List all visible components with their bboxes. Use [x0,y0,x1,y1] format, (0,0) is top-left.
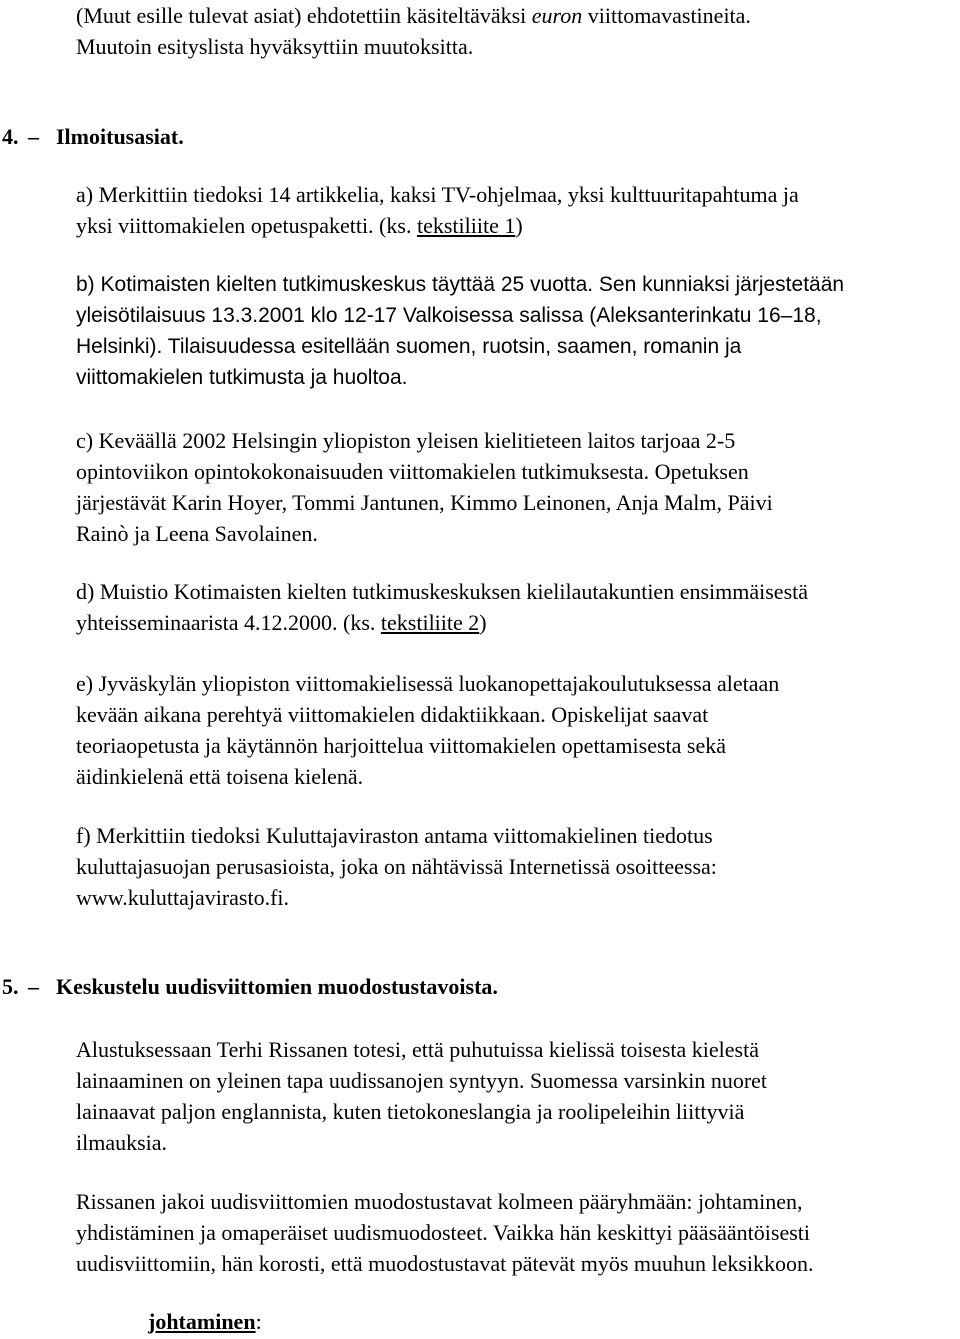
discussion-paragraph-1 [76,1034,956,1158]
item-c-line-3: järjestävät Karin Hoyer, Tommi Jantunen, Kimmo Leinonen, Anja Malm, Päivi [76,490,773,515]
item-a-line-2 [76,210,956,241]
intro-line-1 [76,0,956,31]
item-a-text-end: ) [515,213,523,238]
item-b-line-1: b) Kotimaisten kielten tutkimuskeskus täyttää 25 vuotta. Sen kunniaksi järjestetään [76,273,845,296]
intro-text: (Muut esille tulevat asiat) ehdotettiin käsiteltäväksi [76,3,532,28]
item-d-line-1: d) Muistio Kotimaisten kielten tutkimuskeskuksen kielilautakuntien ensimmäisestä [76,579,809,604]
notice-item-e [76,668,956,792]
section-5-heading [0,971,700,1002]
item-b-line-3: Helsinki). Tilaisuudessa esitellään suomen, ruotsin, saamen, romanin ja [76,335,742,358]
subheading-line [148,1306,548,1337]
subheading-label: johtaminen [148,1309,256,1334]
notice-item-f [76,820,956,913]
bullet-dash: – [28,124,39,149]
intro-text-end: viittomavastineita. [582,3,751,28]
section-number: 4. [2,124,19,149]
subheading-johtaminen [148,1306,548,1337]
item-d-text: yhteisseminaarista 4.12.2000. (ks. [76,610,381,635]
section-4-heading [0,121,400,152]
section-title: Ilmoitusasiat. [56,124,184,149]
item-a-line-1: a) Merkittiin tiedoksi 14 artikkelia, kaksi TV-ohjelmaa, yksi kulttuuritapahtuma ja [76,182,799,207]
attachment-link-2[interactable]: tekstiliite 2 [380,610,480,635]
item-d-text-end: ) [479,610,487,635]
item-c-line-2: opintoviikon opintokokonaisuuden viittomakielen tutkimuksesta. Opetuksen [76,459,749,484]
intro-emphasis: euron [531,3,583,28]
bullet-dash: – [28,974,39,999]
notice-item-d [76,576,956,638]
item-c-line-4: Rainò ja Leena Savolainen. [76,521,318,546]
item-e-line-1: e) Jyväskylän yliopiston viittomakielisessä luokanopettajakoulutuksessa aletaan [76,671,780,696]
attachment-link-1[interactable]: tekstiliite 1 [416,213,516,238]
para-1-line-1: Alustuksessaan Terhi Rissanen totesi, että puhutuissa kielissä toisesta kielestä [76,1037,759,1062]
intro-paragraph [76,0,956,62]
para-1-line-3: lainaavat paljon englannista, kuten tietokoneslangia ja roolipeleihin liittyviä [76,1099,745,1124]
para-2-line-1: Rissanen jakoi uudisviittomien muodostustavat kolmeen pääryhmään: johtaminen, [76,1189,803,1214]
para-2-line-2: yhdistäminen ja omaperäiset uudismuodosteet. Vaikka hän keskittyi pääsääntöisesti [76,1220,810,1245]
section-number: 5. [2,974,19,999]
item-b-line-4: viittomakielen tutkimusta ja huoltoa. [76,366,408,389]
notice-item-c [76,425,956,549]
para-2-line-3: uudisviittomiin, hän korosti, että muodostustavat pätevät myös muuhun leksikkoon. [76,1251,814,1276]
subheading-colon: : [255,1309,262,1334]
notice-item-b [76,269,956,393]
item-f-line-1: f) Merkittiin tiedoksi Kuluttajaviraston antama viittomakielinen tiedotus [76,823,713,848]
item-f-line-2: kuluttajasuojan perusasioista, joka on nähtävissä Internetissä osoitteessa: [76,854,717,879]
discussion-paragraph-2 [76,1186,956,1279]
item-b-line-2: yleisötilaisuus 13.3.2001 klo 12-17 Valkoisessa salissa (Aleksanterinkatu 16–18, [76,304,822,327]
item-d-line-2 [76,607,956,638]
intro-line-2: Muutoin esityslista hyväksyttiin muutoksitta. [76,34,474,59]
item-c-line-1: c) Keväällä 2002 Helsingin yliopiston yleisen kielitieteen laitos tarjoaa 2-5 [76,428,736,453]
item-e-line-4: äidinkielenä että toisena kielenä. [76,764,364,789]
item-a-text: yksi viittomakielen opetuspaketti. (ks. [76,213,417,238]
notice-item-a [76,179,956,241]
section-title: Keskustelu uudisviittomien muodostustavoista. [56,974,498,999]
item-f-line-3: www.kuluttajavirasto.fi. [76,885,290,910]
item-e-line-2: kevään aikana perehtyä viittomakielen didaktiikkaan. Opiskelijat saavat [76,702,709,727]
item-e-line-3: teoriaopetusta ja käytännön harjoittelua viittomakielen opettamisesta sekä [76,733,727,758]
para-1-line-4: ilmauksia. [76,1130,168,1155]
para-1-line-2: lainaaminen on yleinen tapa uudissanojen syntyyn. Suomessa varsinkin nuoret [76,1068,768,1093]
